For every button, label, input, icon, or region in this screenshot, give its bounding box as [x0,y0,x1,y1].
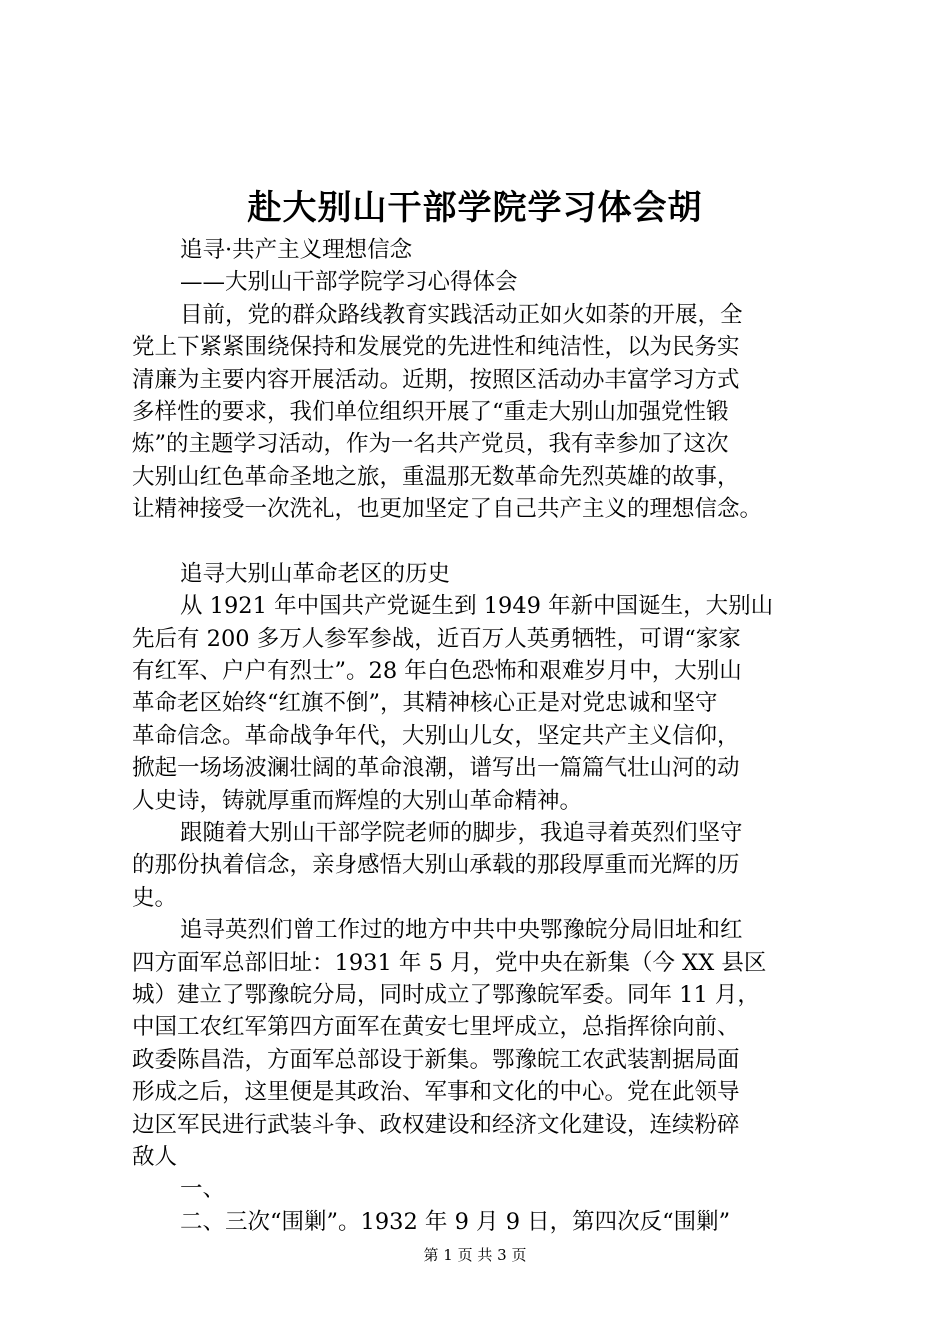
text-line: 目前，党的群众路线教育实践活动正如火如荼的开展，全 [180,301,743,328]
text-line: 清廉为主要内容开展活动。近期，按照区活动办丰富学习方式 [132,366,740,393]
text-line: 跟随着大别山干部学院老师的脚步，我追寻着英烈们坚守 [180,820,743,847]
text-line: 掀起一场场波澜壮阔的革命浪潮，谱写出一篇篇气壮山河的动 [132,755,740,782]
text-line: 党上下紧紧围绕保持和发展党的先进性和纯洁性，以为民务实 [132,334,740,361]
text-line: 政委陈昌浩，方面军总部设于新集。鄂豫皖工农武装割据局面 [132,1046,740,1073]
text-line: 敌人 [132,1143,178,1170]
text-line: 边区军民进行武装斗争、政权建设和经济文化建设，连续粉碎 [132,1111,740,1138]
text-line: 炼”的主题学习活动，作为一名共产党员，我有幸参加了这次 [132,431,729,458]
text-line: 追寻大别山革命老区的历史 [180,560,451,587]
document-title: 赴大别山干部学院学习体会胡 [247,188,703,228]
text-line: 追寻·共产主义理想信念 [180,237,413,263]
text-line: 大别山红色革命圣地之旅，重温那无数革命先烈英雄的故事， [132,463,740,490]
text-line: 的那份执着信念，亲身感悟大别山承载的那段厚重而光辉的历 [132,852,740,879]
text-line: 先后有 200 多万人参军参战，近百万人英勇牺牲，可谓“家家 [132,625,741,652]
text-line: 一、 [180,1176,226,1203]
text-line: 人史诗，铸就厚重而辉煌的大别山革命精神。 [132,787,583,814]
blank-line [132,526,832,558]
text-line: 革命信念。革命战争年代，大别山儿女，坚定共产主义信仰， [132,722,740,749]
text-line: 二、三次“围剿”。1932 年 9 月 9 日，第四次反“围剿” [180,1208,731,1235]
text-line: 史。 [132,884,178,911]
text-line: 多样性的要求，我们单位组织开展了“重走大别山加强党性锻 [132,398,729,425]
text-line: ——大别山干部学院学习心得体会 [180,269,518,296]
text-line: 中国工农红军第四方面军在黄安七里坪成立，总指挥徐向前、 [132,1014,740,1041]
text-line: 四方面军总部旧址：1931 年 5 月，党中央在新集（今 XX 县区 [132,949,767,976]
document-body [132,234,832,1238]
page-footer: 第 1 页 共 3 页 [423,1246,527,1264]
text-line: 从 1921 年中国共产党诞生到 1949 年新中国诞生，大别山 [180,593,774,620]
text-line: 追寻英烈们曾工作过的地方中共中央鄂豫皖分局旧址和红 [180,917,743,944]
text-line: 革命老区始终“红旗不倒”，其精神核心正是对党忠诚和坚守 [132,690,718,717]
text-line: 形成之后，这里便是其政治、军事和文化的中心。党在此领导 [132,1079,740,1106]
text-line: 让精神接受一次洗礼，也更加坚定了自己共产主义的理想信念。 [132,496,763,523]
text-line: 有红军、户户有烈士”。28 年白色恐怖和艰难岁月中，大别山 [132,658,742,685]
text-line: 城）建立了鄂豫皖分局，同时成立了鄂豫皖军委。同年 11 月， [132,981,760,1008]
